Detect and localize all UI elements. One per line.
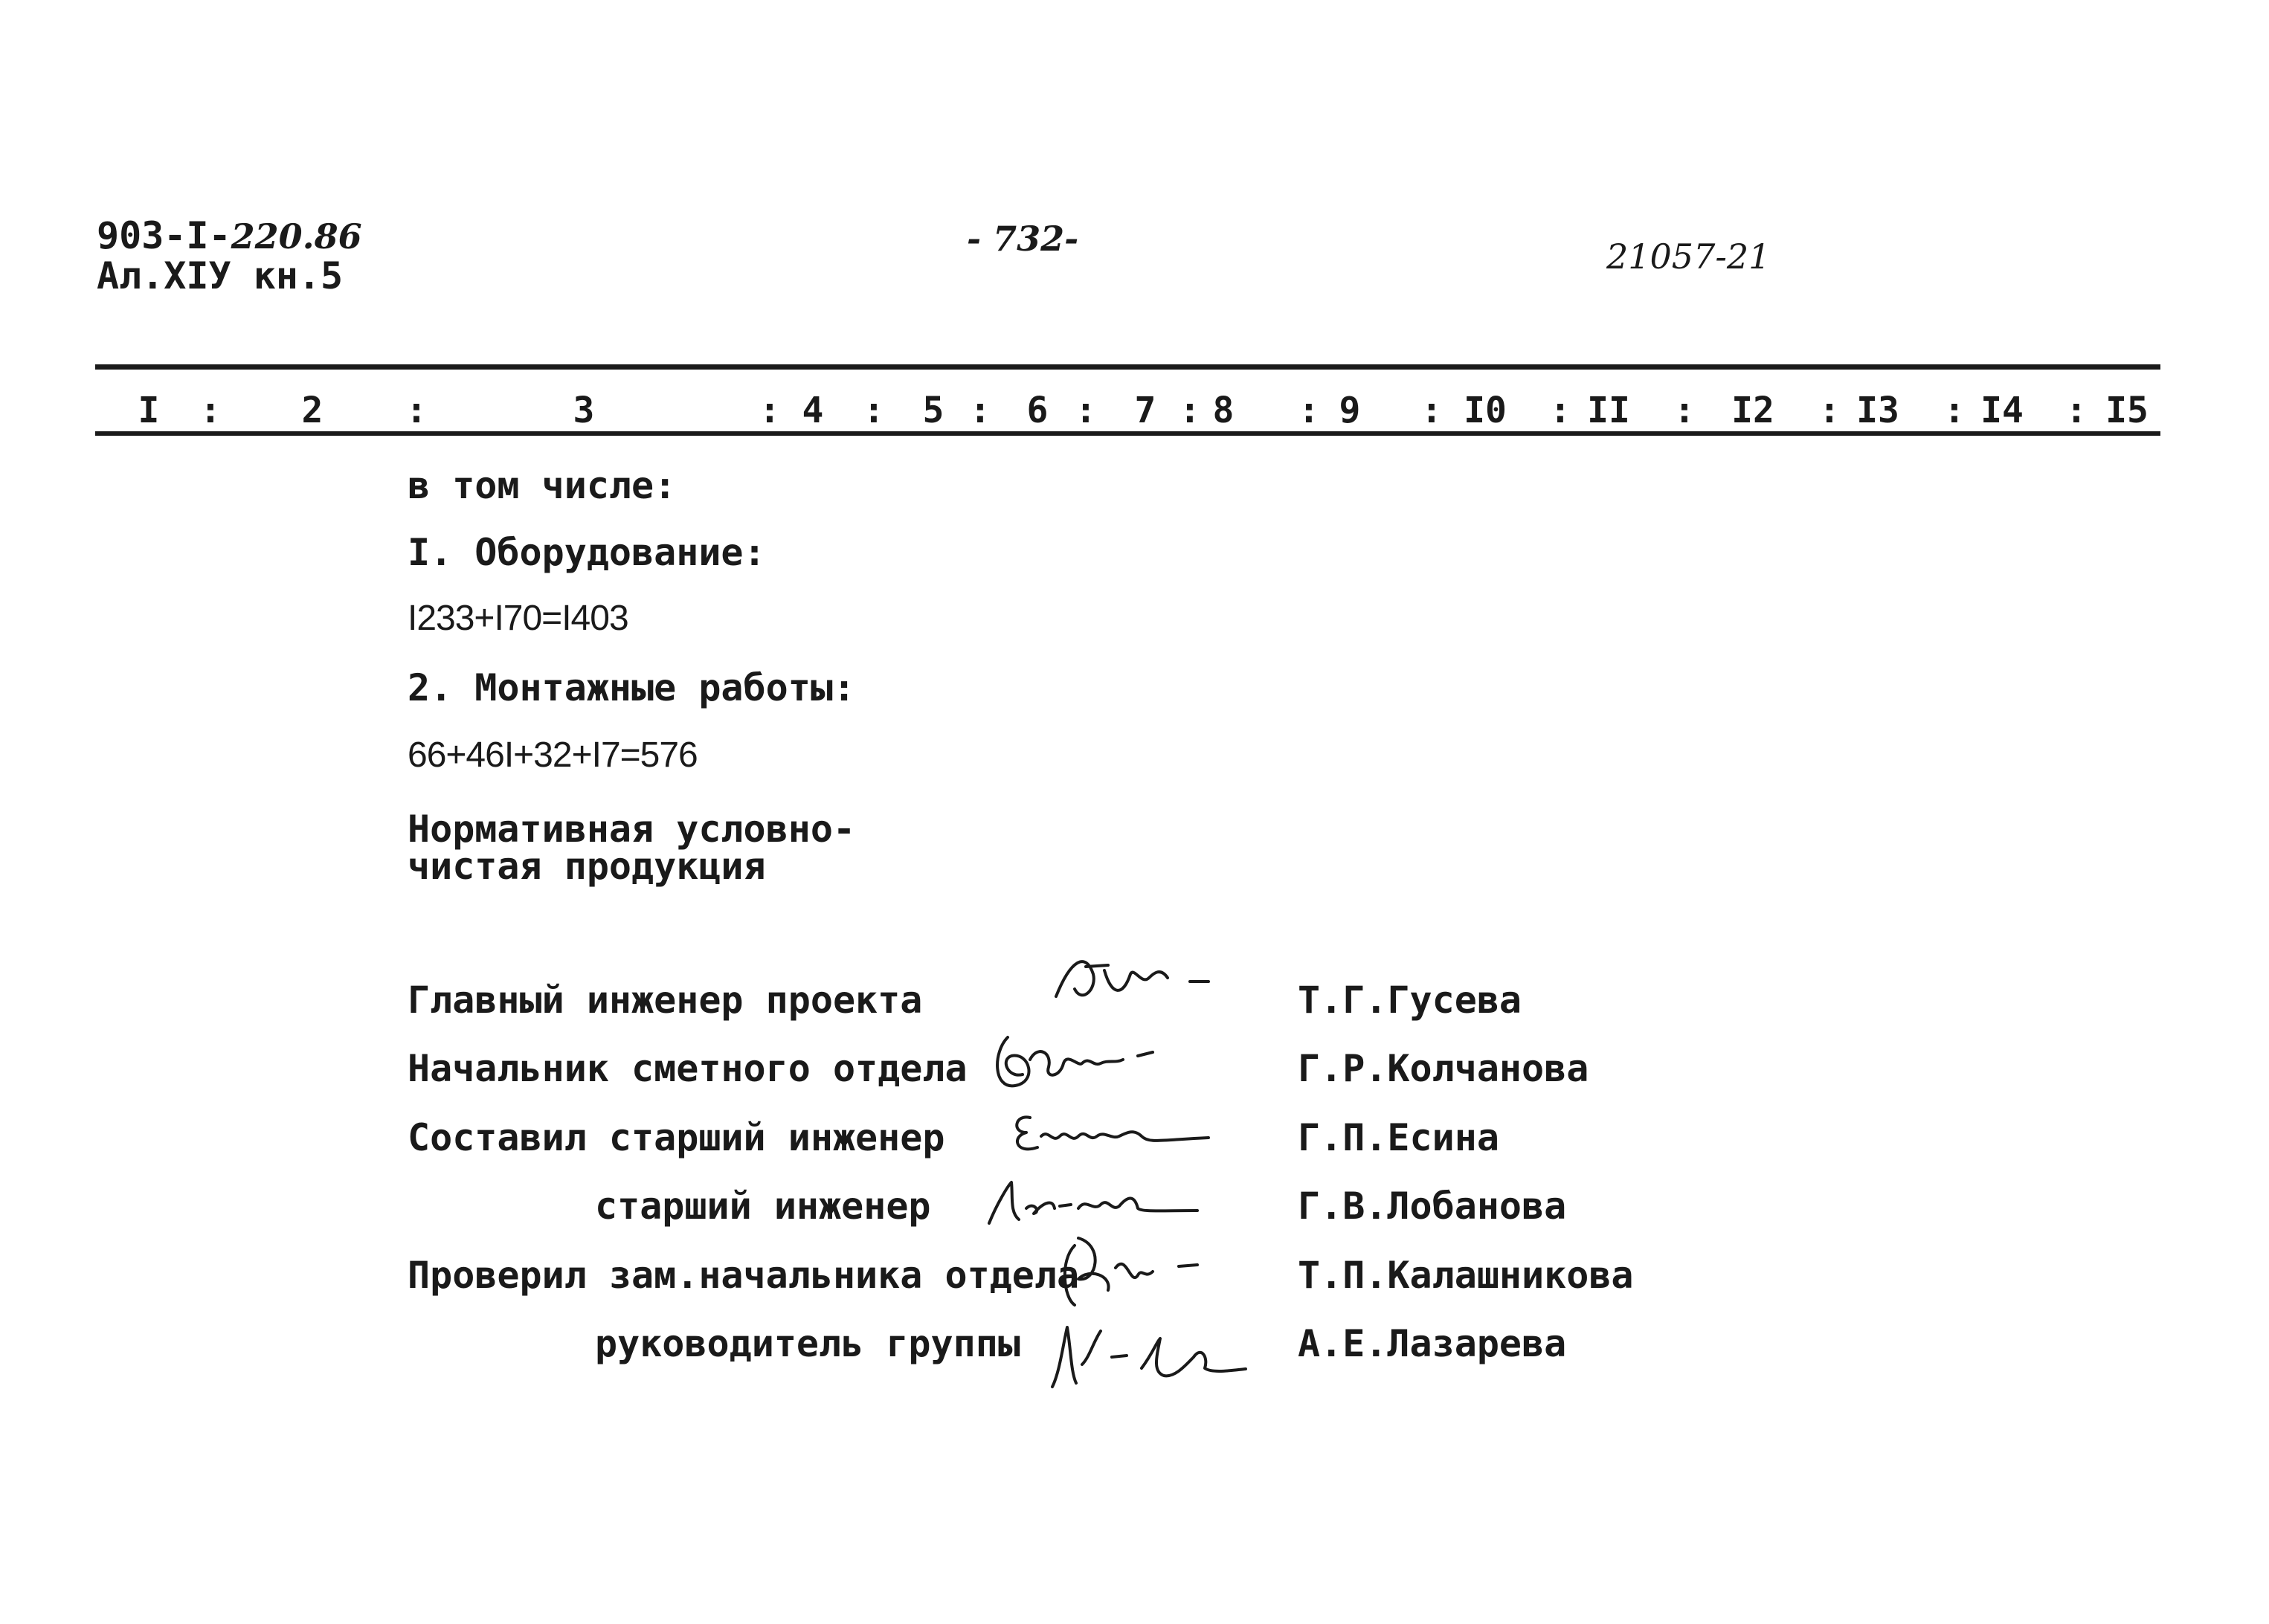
equipment-title: I. Оборудование:	[408, 531, 766, 574]
column-separator: :	[1673, 390, 1696, 431]
signature-role: старший инженер	[595, 1185, 931, 1228]
column-number: II	[1587, 390, 1630, 431]
column-separator: :	[1818, 390, 1841, 431]
signature-kalashnikova	[1045, 1223, 1216, 1312]
column-number: I2	[1731, 390, 1774, 431]
column-separator: :	[199, 390, 222, 431]
column-number: 3	[573, 390, 595, 431]
column-separator: :	[1549, 390, 1571, 431]
column-separator: :	[1298, 390, 1320, 431]
column-number: I0	[1464, 390, 1507, 431]
stamp-number: 21057-21	[1606, 236, 1771, 277]
installation-title: 2. Монтажные работы:	[408, 666, 856, 709]
signature-name: Г.П.Есина	[1298, 1116, 1499, 1159]
column-number: I	[138, 390, 160, 431]
column-number: I5	[2105, 390, 2149, 431]
column-separator: :	[969, 390, 991, 431]
header-top-rule	[95, 364, 2160, 370]
column-separator: :	[1943, 390, 1966, 431]
column-separator: :	[405, 390, 428, 431]
column-number: 8	[1212, 390, 1235, 431]
column-number: 7	[1134, 390, 1156, 431]
column-separator: :	[1075, 390, 1097, 431]
normative-line-1: Нормативная условно-	[408, 808, 856, 851]
signature-name: А.Е.Лазарева	[1298, 1322, 1567, 1365]
signature-role: Составил старший инженер	[408, 1116, 945, 1159]
equipment-formula: I233+I70=I403	[408, 599, 628, 638]
document-code	[97, 214, 362, 257]
signature-name: Т.Г.Гусева	[1298, 979, 1522, 1022]
column-number: 5	[922, 390, 944, 431]
signature-name: Т.П.Калашникова	[1298, 1254, 1634, 1297]
normative-line-2: чистая продукция	[408, 845, 766, 888]
signature-name: Г.Р.Колчанова	[1298, 1047, 1589, 1090]
signature-name: Г.В.Лобанова	[1298, 1185, 1567, 1228]
page-number: - 732-	[967, 219, 1079, 259]
column-number: I4	[1980, 390, 2024, 431]
column-separator: :	[863, 390, 885, 431]
signature-esina	[1000, 1099, 1223, 1159]
column-number: 4	[802, 390, 824, 431]
column-number: I3	[1856, 390, 1899, 431]
column-number: 9	[1339, 390, 1361, 431]
signature-role: Главный инженер проекта	[408, 979, 923, 1022]
column-separator: :	[1179, 390, 1201, 431]
column-separator: :	[759, 390, 781, 431]
album-line: Ал.XIУ кн.5	[97, 254, 344, 297]
column-separator: :	[1420, 390, 1443, 431]
signature-lazareva	[1030, 1312, 1253, 1394]
including-label: в том числе:	[408, 464, 677, 507]
signature-kolchanova	[978, 1022, 1201, 1104]
column-number: 6	[1026, 390, 1049, 431]
column-separator: :	[2065, 390, 2088, 431]
signature-role: руководитель группы	[595, 1322, 1020, 1365]
signature-role: Начальник сметного отдела	[408, 1047, 968, 1090]
document-code-handwritten: 220.86	[231, 216, 362, 257]
document-code-printed: 903-I-	[97, 214, 231, 257]
column-number: 2	[301, 390, 324, 431]
signature-guseva	[1041, 944, 1235, 1026]
installation-formula: 66+46I+32+I7=576	[408, 735, 698, 775]
header-bottom-rule	[95, 431, 2160, 436]
signature-role: Проверил зам.начальника отдела	[408, 1254, 1080, 1297]
